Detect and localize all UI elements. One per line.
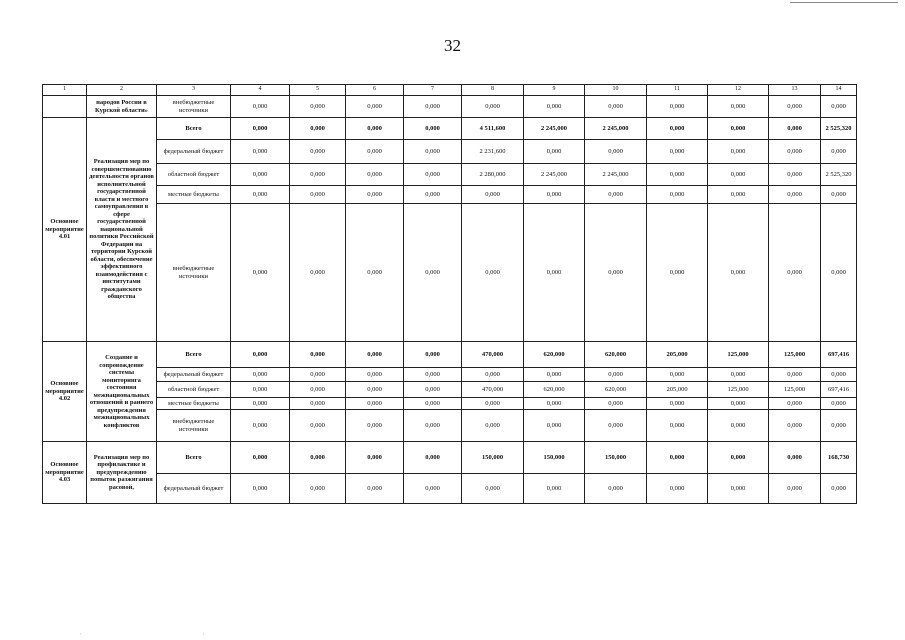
col-header: 10 bbox=[585, 85, 647, 96]
table-row bbox=[43, 410, 857, 442]
amount-cell: 0,000 bbox=[821, 368, 857, 382]
amount-cell: 0,000 bbox=[462, 186, 524, 204]
amount-cell: 470,000 bbox=[462, 382, 524, 398]
amount-cell: 0,000 bbox=[404, 368, 462, 382]
amount-cell: 0,000 bbox=[346, 204, 404, 342]
amount-cell: 0,000 bbox=[821, 410, 857, 442]
amount-cell: 0,000 bbox=[290, 410, 346, 442]
amount-cell: 0,000 bbox=[231, 164, 290, 186]
amount-cell: 0,000 bbox=[585, 186, 647, 204]
amount-cell: 0,000 bbox=[462, 96, 524, 118]
amount-cell: 0,000 bbox=[462, 368, 524, 382]
funding-source-cell: областной бюджет bbox=[157, 382, 231, 398]
amount-cell: 0,000 bbox=[647, 140, 708, 164]
col-header: 9 bbox=[524, 85, 585, 96]
amount-cell: 0,000 bbox=[708, 186, 769, 204]
amount-cell: 0,000 bbox=[404, 398, 462, 410]
amount-cell: 2 280,000 bbox=[462, 164, 524, 186]
col-header: 4 bbox=[231, 85, 290, 96]
amount-cell: 0,000 bbox=[585, 204, 647, 342]
funding-source-cell: местные бюджеты bbox=[157, 186, 231, 204]
col-header: 8 bbox=[462, 85, 524, 96]
amount-cell: 0,000 bbox=[647, 186, 708, 204]
amount-cell: 0,000 bbox=[769, 204, 821, 342]
amount-cell: 0,000 bbox=[290, 118, 346, 140]
amount-cell: 0,000 bbox=[647, 118, 708, 140]
amount-cell: 0,000 bbox=[346, 96, 404, 118]
amount-cell: 0,000 bbox=[290, 368, 346, 382]
amount-cell: 0,000 bbox=[524, 398, 585, 410]
amount-cell: 2 245,000 bbox=[524, 118, 585, 140]
amount-cell: 0,000 bbox=[231, 118, 290, 140]
amount-cell: 205,000 bbox=[647, 342, 708, 368]
funding-source-cell: внебюджетные источники bbox=[157, 410, 231, 442]
amount-cell: 0,000 bbox=[524, 96, 585, 118]
amount-cell: 0,000 bbox=[585, 410, 647, 442]
amount-cell: 0,000 bbox=[404, 186, 462, 204]
amount-cell: 2 231,600 bbox=[462, 140, 524, 164]
amount-cell: 0,000 bbox=[585, 140, 647, 164]
table-row bbox=[43, 442, 857, 474]
amount-cell: 0,000 bbox=[647, 204, 708, 342]
amount-cell: 620,000 bbox=[585, 382, 647, 398]
amount-cell: 0,000 bbox=[231, 186, 290, 204]
amount-cell: 0,000 bbox=[346, 398, 404, 410]
amount-cell: 0,000 bbox=[769, 368, 821, 382]
col-header: 3 bbox=[157, 85, 231, 96]
amount-cell: 0,000 bbox=[290, 164, 346, 186]
amount-cell: 0,000 bbox=[821, 96, 857, 118]
amount-cell: 0,000 bbox=[290, 204, 346, 342]
amount-cell: 0,000 bbox=[524, 140, 585, 164]
table-row bbox=[43, 398, 857, 410]
amount-cell: 0,000 bbox=[708, 118, 769, 140]
amount-cell: 0,000 bbox=[821, 204, 857, 342]
table-row bbox=[43, 186, 857, 204]
amount-cell: 125,000 bbox=[708, 382, 769, 398]
budget-table bbox=[42, 84, 857, 504]
amount-cell: 0,000 bbox=[231, 410, 290, 442]
funding-source-cell: областной бюджет bbox=[157, 164, 231, 186]
amount-cell: 0,000 bbox=[404, 96, 462, 118]
amount-cell: 0,000 bbox=[346, 140, 404, 164]
table-row bbox=[43, 474, 857, 504]
amount-cell: 0,000 bbox=[769, 410, 821, 442]
amount-cell: 0,000 bbox=[346, 382, 404, 398]
table-row bbox=[43, 342, 857, 368]
amount-cell: 0,000 bbox=[769, 140, 821, 164]
amount-cell: 0,000 bbox=[708, 442, 769, 474]
amount-cell: 2 525,320 bbox=[821, 118, 857, 140]
top-rule bbox=[790, 2, 898, 3]
table-row bbox=[43, 164, 857, 186]
amount-cell: 0,000 bbox=[404, 342, 462, 368]
amount-cell: 0,000 bbox=[290, 398, 346, 410]
amount-cell: 0,000 bbox=[231, 342, 290, 368]
amount-cell: 0,000 bbox=[821, 398, 857, 410]
amount-cell: 0,000 bbox=[708, 410, 769, 442]
amount-cell: 168,730 bbox=[821, 442, 857, 474]
amount-cell: 0,000 bbox=[585, 368, 647, 382]
amount-cell: 125,000 bbox=[769, 342, 821, 368]
activity-name-cell: Создание и сопровождение системы мониторинга состояния межнациональных отношений и раннего предупреждения межнациональных конфликтов bbox=[87, 342, 157, 442]
amount-cell: 0,000 bbox=[708, 164, 769, 186]
amount-cell: 0,000 bbox=[647, 164, 708, 186]
col-header: 11 bbox=[647, 85, 708, 96]
amount-cell: 2 525,320 bbox=[821, 164, 857, 186]
amount-cell: 0,000 bbox=[585, 96, 647, 118]
amount-cell: 125,000 bbox=[708, 342, 769, 368]
amount-cell: 0,000 bbox=[647, 96, 708, 118]
activity-code-cell: Основное мероприятие 4.03 bbox=[43, 442, 87, 504]
amount-cell: 0,000 bbox=[404, 474, 462, 504]
amount-cell: 0,000 bbox=[769, 474, 821, 504]
amount-cell: 0,000 bbox=[231, 442, 290, 474]
table-row bbox=[43, 204, 857, 342]
amount-cell: 205,000 bbox=[647, 382, 708, 398]
amount-cell: 0,000 bbox=[290, 140, 346, 164]
amount-cell: 0,000 bbox=[290, 382, 346, 398]
amount-cell: 0,000 bbox=[708, 398, 769, 410]
activity-code-cell: Основное мероприятие 4.02 bbox=[43, 342, 87, 442]
amount-cell: 0,000 bbox=[290, 442, 346, 474]
amount-cell: 0,000 bbox=[404, 204, 462, 342]
amount-cell: 0,000 bbox=[585, 398, 647, 410]
amount-cell: 0,000 bbox=[231, 96, 290, 118]
amount-cell: 0,000 bbox=[404, 410, 462, 442]
amount-cell: 0,000 bbox=[404, 140, 462, 164]
table-row bbox=[43, 382, 857, 398]
activity-code-cell: Основное мероприятие 4.01 bbox=[43, 118, 87, 342]
amount-cell: 0,000 bbox=[231, 474, 290, 504]
amount-cell: 0,000 bbox=[647, 442, 708, 474]
amount-cell: 150,000 bbox=[585, 442, 647, 474]
amount-cell: 0,000 bbox=[769, 96, 821, 118]
amount-cell: 0,000 bbox=[346, 164, 404, 186]
table-row bbox=[43, 96, 857, 118]
amount-cell: 0,000 bbox=[524, 410, 585, 442]
amount-cell: 0,000 bbox=[647, 368, 708, 382]
amount-cell: 0,000 bbox=[708, 474, 769, 504]
amount-cell: 0,000 bbox=[769, 442, 821, 474]
col-header: 2 bbox=[87, 85, 157, 96]
funding-source-cell: внебюджетные источники bbox=[157, 96, 231, 118]
amount-cell: 2 245,000 bbox=[524, 164, 585, 186]
amount-cell: 0,000 bbox=[585, 474, 647, 504]
amount-cell: 0,000 bbox=[769, 118, 821, 140]
amount-cell: 0,000 bbox=[708, 368, 769, 382]
amount-cell: 697,416 bbox=[821, 342, 857, 368]
funding-source-cell: федеральный бюджет bbox=[157, 474, 231, 504]
amount-cell: 0,000 bbox=[290, 96, 346, 118]
funding-source-cell: Всего bbox=[157, 118, 231, 140]
amount-cell: 0,000 bbox=[231, 398, 290, 410]
col-header: 7 bbox=[404, 85, 462, 96]
page-number: 32 bbox=[444, 36, 461, 55]
amount-cell: 620,000 bbox=[524, 382, 585, 398]
amount-cell: 0,000 bbox=[404, 164, 462, 186]
col-header: 12 bbox=[708, 85, 769, 96]
table-row bbox=[43, 118, 857, 140]
amount-cell: 620,000 bbox=[524, 342, 585, 368]
funding-source-cell: федеральный бюджет bbox=[157, 368, 231, 382]
funding-source-cell: Всего bbox=[157, 342, 231, 368]
amount-cell: 0,000 bbox=[462, 410, 524, 442]
amount-cell: 0,000 bbox=[404, 442, 462, 474]
col-header: 6 bbox=[346, 85, 404, 96]
amount-cell: 0,000 bbox=[708, 204, 769, 342]
funding-source-cell: внебюджетные источники bbox=[157, 204, 231, 342]
amount-cell: 0,000 bbox=[647, 410, 708, 442]
amount-cell: 150,000 bbox=[462, 442, 524, 474]
activity-name-cell: Реализация мер по профилактике и предупреждению попыток разжигания расовой, bbox=[87, 442, 157, 504]
amount-cell: 0,000 bbox=[404, 118, 462, 140]
amount-cell: 0,000 bbox=[708, 96, 769, 118]
amount-cell: 0,000 bbox=[524, 368, 585, 382]
amount-cell: 125,000 bbox=[769, 382, 821, 398]
amount-cell: 0,000 bbox=[346, 186, 404, 204]
amount-cell: 0,000 bbox=[462, 204, 524, 342]
amount-cell: 0,000 bbox=[404, 382, 462, 398]
col-header: 13 bbox=[769, 85, 821, 96]
amount-cell: 2 245,000 bbox=[585, 118, 647, 140]
amount-cell: 0,000 bbox=[346, 410, 404, 442]
amount-cell: 0,000 bbox=[290, 342, 346, 368]
scan-artifacts: ' ' bbox=[80, 632, 265, 640]
amount-cell: 0,000 bbox=[769, 398, 821, 410]
amount-cell: 4 511,600 bbox=[462, 118, 524, 140]
amount-cell: 0,000 bbox=[346, 442, 404, 474]
amount-cell: 0,000 bbox=[290, 474, 346, 504]
activity-name-cell: народов России в Курской области» bbox=[87, 96, 157, 118]
amount-cell: 620,000 bbox=[585, 342, 647, 368]
amount-cell: 0,000 bbox=[524, 204, 585, 342]
amount-cell: 470,000 bbox=[462, 342, 524, 368]
table-row bbox=[43, 368, 857, 382]
amount-cell: 150,000 bbox=[524, 442, 585, 474]
funding-source-cell: федеральный бюджет bbox=[157, 140, 231, 164]
activity-code-cell bbox=[43, 96, 87, 118]
funding-source-cell: местные бюджеты bbox=[157, 398, 231, 410]
amount-cell: 697,416 bbox=[821, 382, 857, 398]
amount-cell: 0,000 bbox=[346, 118, 404, 140]
activity-name-cell: Реализация мер по совершенствованию деятельности органов исполнительной государственной власти и местного самоуправления в сфере государственной национальной политики Российской Федерации на территории Курской области, обеспечение эффективного взаимодействия с институтами гражданского общества bbox=[87, 118, 157, 342]
amount-cell: 0,000 bbox=[231, 368, 290, 382]
amount-cell: 0,000 bbox=[231, 140, 290, 164]
col-header: 1 bbox=[43, 85, 87, 96]
amount-cell: 0,000 bbox=[647, 398, 708, 410]
amount-cell: 0,000 bbox=[346, 342, 404, 368]
amount-cell: 0,000 bbox=[462, 398, 524, 410]
col-header: 14 bbox=[821, 85, 857, 96]
table-body bbox=[43, 85, 857, 504]
amount-cell: 0,000 bbox=[821, 474, 857, 504]
amount-cell: 0,000 bbox=[346, 474, 404, 504]
col-header: 5 bbox=[290, 85, 346, 96]
amount-cell: 0,000 bbox=[346, 368, 404, 382]
amount-cell: 0,000 bbox=[524, 186, 585, 204]
table-row bbox=[43, 140, 857, 164]
amount-cell: 0,000 bbox=[231, 204, 290, 342]
amount-cell: 0,000 bbox=[231, 382, 290, 398]
amount-cell: 0,000 bbox=[708, 140, 769, 164]
amount-cell: 0,000 bbox=[647, 474, 708, 504]
amount-cell: 0,000 bbox=[821, 186, 857, 204]
amount-cell: 0,000 bbox=[769, 164, 821, 186]
amount-cell: 0,000 bbox=[769, 186, 821, 204]
header-row bbox=[43, 85, 857, 96]
amount-cell: 0,000 bbox=[821, 140, 857, 164]
funding-source-cell: Всего bbox=[157, 442, 231, 474]
amount-cell: 0,000 bbox=[462, 474, 524, 504]
amount-cell: 0,000 bbox=[290, 186, 346, 204]
amount-cell: 2 245,000 bbox=[585, 164, 647, 186]
amount-cell: 0,000 bbox=[524, 474, 585, 504]
